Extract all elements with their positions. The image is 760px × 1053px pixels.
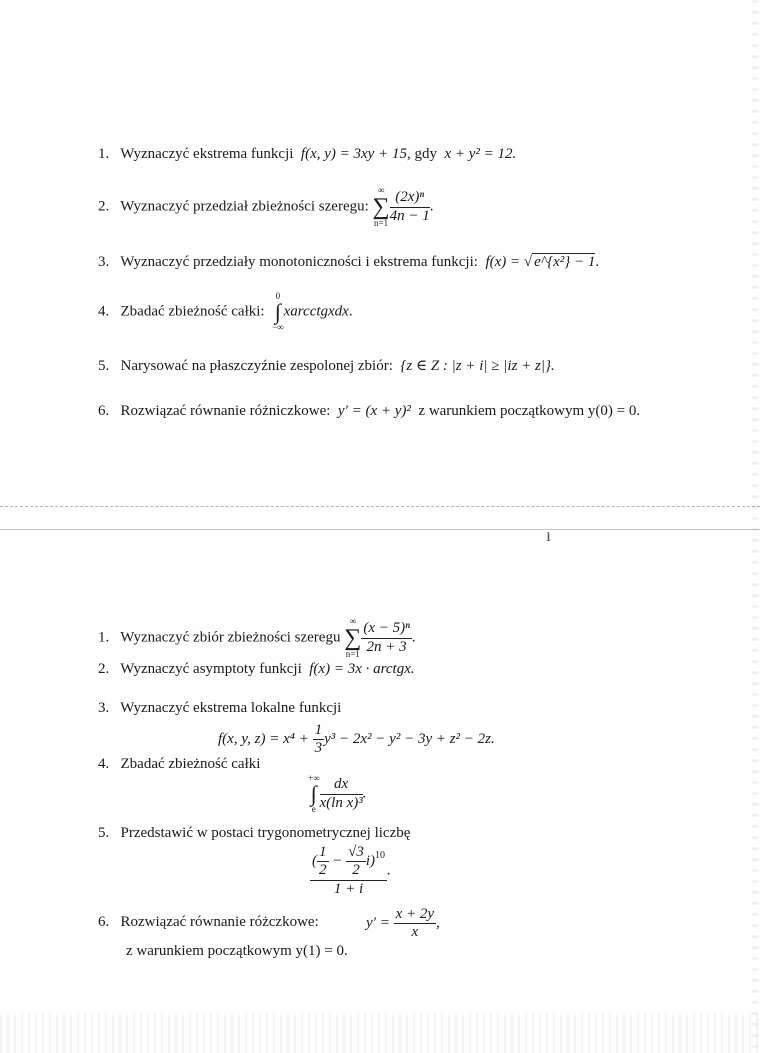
- problem-text: Wyznaczyć przedziały monotoniczności i ekstrema funkcji:: [120, 254, 478, 270]
- fraction: ( $\frac{1}{2}$ − $\frac{√3}{2}$ i)$^{10}$ 1 + i: [312, 844, 386, 897]
- problem-number: 2.: [98, 198, 110, 215]
- problem-2-3: [98, 701, 341, 716]
- problem-text: Przedstawić w postaci trygonometrycznej liczbę: [120, 825, 411, 841]
- problem-text: Wyznaczyć zbiór zbieżności szeregu: [120, 629, 341, 646]
- problem-1-5: [98, 359, 555, 374]
- formula: f(x) =: [485, 254, 521, 270]
- formula-2-5: ( $\frac{1}{2}$ − $\frac{√3}{2}$ i)$^{10}$ 1 + i .: [312, 844, 391, 897]
- problem-text: Wyznaczyć ekstrema lokalne funkcji: [120, 700, 342, 716]
- problem-text: Wyznaczyć asymptoty funkcji: [120, 661, 302, 677]
- formula: x + y² = 12.: [444, 146, 517, 162]
- formula-2-4: +∞ ∫ e $\frac{dx}{\text{x(ln x)³}}$ .: [308, 773, 367, 814]
- problem-text: Zbadać zbieżność całki:: [120, 303, 265, 320]
- problem-2-4: [98, 757, 260, 772]
- problem-1-2: 2. Wyznaczyć przedział zbieżności szeregu: ∞ ∑ n=1 $\frac{\text{(2x)ⁿ}}{4n - 1}$ .: [98, 185, 434, 228]
- problem-number: 1.: [98, 146, 110, 162]
- initial-condition: z warunkiem początkowym y(1) = 0.: [126, 943, 348, 959]
- fraction: $\frac{\text{(2x)ⁿ}}{4n - 1}$: [389, 189, 430, 224]
- sqrt-content: e^{x²} − 1: [534, 254, 596, 270]
- problem-number: 3.: [98, 700, 110, 716]
- problem-text: Zbadać zbieżność całki: [120, 756, 261, 772]
- formula-2-6: y′ = $\frac{x + 2y}{x}$ ,: [366, 906, 440, 941]
- fraction: $\frac{\text{(x − 5)ⁿ}}{2n + 3}$: [363, 620, 410, 655]
- problem-number: 3.: [98, 254, 110, 270]
- formula: f(x, y) = 3xy + 15: [300, 146, 407, 162]
- problem-number: 6.: [98, 403, 110, 419]
- problem-2-5: [98, 826, 410, 841]
- fraction: $\frac{1}{3}$: [314, 722, 323, 757]
- integral-symbol: +∞ ∫ e: [308, 773, 320, 814]
- problem-text: , gdy: [406, 146, 437, 162]
- problem-number: 5.: [98, 825, 110, 841]
- problem-number: 4.: [98, 756, 110, 772]
- problem-text: z warunkiem początkowym y(0) = 0.: [418, 403, 641, 419]
- scan-noise: [0, 1013, 760, 1053]
- problem-text: Wyznaczyć ekstrema funkcji: [120, 146, 294, 162]
- problem-text: Wyznaczyć przedział zbieżności szeregu:: [120, 198, 369, 215]
- formula-2-3: f(x, y, z) = x⁴ + $\frac{1}{3}$ y³ − 2x² − y² − 3y + z² − 2z.: [218, 722, 495, 757]
- problem-2-2: [98, 662, 415, 677]
- problem-number: 6.: [98, 914, 110, 930]
- formula: y′ = (x + y)²: [337, 403, 411, 419]
- problem-number: 2.: [98, 661, 110, 677]
- pen-mark: ı: [546, 525, 552, 545]
- problem-number: 4.: [98, 303, 110, 320]
- problem-1-6: [98, 404, 640, 419]
- sum-symbol: ∞ ∑ n=1: [344, 616, 362, 659]
- problem-2-1: 1. Wyznaczyć zbiór zbieżności szeregu ∞ ∑ n=1 $\frac{\text{(x − 5)ⁿ}}{2n + 3}$ .: [98, 616, 416, 659]
- sqrt-symbol: √: [523, 254, 533, 270]
- problem-number: 1.: [98, 629, 110, 646]
- problem-2-6: [98, 915, 319, 930]
- problem-text: Rozwiązać równanie różczkowe:: [120, 914, 319, 930]
- fraction: $\frac{dx}{\text{x(ln x)³}}$: [319, 776, 363, 811]
- page-divider: [0, 506, 760, 530]
- problem-number: 5.: [98, 358, 110, 374]
- problem-text: Rozwiązać równanie różniczkowe:: [120, 403, 331, 419]
- scan-edge: [752, 0, 758, 1053]
- sum-symbol: ∞ ∑ n=1: [372, 185, 390, 228]
- formula: f(x) = 3x · arctgx.: [309, 661, 415, 677]
- integral-symbol: 0 ∫ −∞: [272, 291, 284, 332]
- formula: {z ∈ Z : |z + i| ≥ |iz + z|}.: [400, 358, 555, 374]
- problem-1-4: 4. Zbadać zbieżność całki: 0 ∫ −∞ xarcctgxdx.: [98, 291, 353, 332]
- fraction: $\frac{x + 2y}{x}$: [395, 906, 434, 941]
- integrand: xarcctgxdx: [283, 303, 349, 320]
- problem-text: Narysować na płaszczyźnie zespolonej zbiór:: [120, 358, 393, 374]
- problem-1-3: 3. Wyznaczyć przedziały monotoniczności i ekstrema funkcji: f(x) = √ e^{x²} − 1.: [98, 254, 600, 270]
- problem-1-1: [98, 147, 516, 162]
